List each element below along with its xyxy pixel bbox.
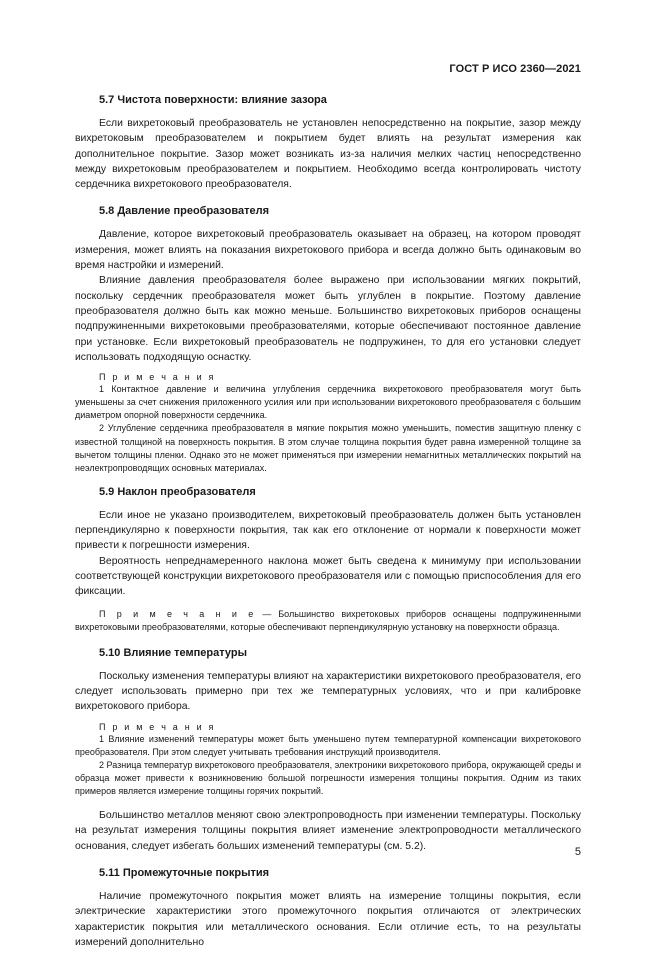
paragraph: Вероятность непреднамеренного наклона может быть сведена к минимуму при использовании соответствующей конструкции вихретокового преобразователя или с помощью приспособления для его фиксации.	[75, 555, 581, 598]
page-number: 5	[574, 846, 581, 858]
note-item: 1 Влияние изменений температуры может быть уменьшено путем температурной компенсации вихретокового преобразователя. При этом следует учитывать требования инструкций производителя.	[75, 733, 581, 757]
note-label: П р и м е ч а н и е	[99, 608, 256, 619]
section-title: 5.10 Влияние температуры	[99, 646, 248, 659]
section-5-7	[75, 93, 581, 192]
paragraph: Если вихретоковый преобразователь не установлен непосредственно на покрытие, зазор между вихретоковым преобразователем и покрытием будет влиять на результат измерения как дополнительное покрытие. Зазор может возникать из-за наличия мелких частиц непосредственно между вихретоковым преобразователем и покрытием. Необходимо всегда контролировать чистоту сердечника вихретокового преобразователя.	[75, 118, 581, 191]
notes-block	[75, 721, 581, 798]
section-5-9	[75, 485, 581, 634]
note-item: 2 Разница температур вихретокового преобразователя, электроники вихретокового прибора, окружающей среды и образца может привести к возникновению большой погрешности измерения толщины покрытия. Одним из таких примеров является измерение толщины горячих покрытий.	[75, 759, 581, 797]
page-content	[75, 93, 581, 958]
note-item: 2 Углубление сердечника преобразователя в мягкие покрытия можно уменьшить, поместив защитную пленку с известной толщиной на поверхность покрытия. В этом случае толщина покрытия будет равна измеренной толщине за вычетом толщины пленки. Однако это не может применяться при измерении немагнитных металлических покрытий на неэлектропроводящих основных материалах.	[75, 423, 581, 473]
note-text: — Большинство вихретоковых приборов оснащены подпружиненными вихретоковыми преобразователями, которые обеспечивают перпендикулярную установку на поверхности образца.	[75, 608, 581, 632]
section-title: 5.7 Чистота поверхности: влияние зазора	[99, 94, 327, 106]
section-title: 5.11 Промежуточные покрытия	[99, 867, 270, 880]
notes-heading: П р и м е ч а н и я	[99, 372, 216, 383]
paragraph: Давление, которое вихретоковый преобразователь оказывает на образец, на котором проводят измерения, может влиять на показания вихретокового прибора и всегда должно быть одинаковым во время настройки и измерений.	[75, 229, 581, 272]
paragraph: Большинство металлов меняют свою электропроводность при изменении температуры. Поскольку на результат измерения толщины покрытия влияет изменение электропроводности металлического основания, следует избегать больших изменений температуры (см. 5.2).	[75, 810, 581, 852]
section-5-8	[75, 204, 581, 474]
paragraph: Влияние давления преобразователя более выражено при использовании мягких покрытий, поскольку сердечник преобразователя может быть углублен в покрытие. Поэтому давление преобразователя должно быть как можно меньше. Большинство вихретоковых приборов оснащены подпружиненными вихретоковыми преобразователями, которые обеспечивают постоянное давление при установке. Если вихретоковый преобразователь не подпружинен, то для его установки следует использовать подходящую оснастку.	[75, 275, 581, 363]
paragraph: Если иное не указано производителем, вихретоковый преобразователь должен быть установлен перпендикулярно к поверхности покрытия, так как его отклонение от нормали к поверхности может привести к погрешности измерения.	[75, 509, 581, 552]
section-5-11	[75, 866, 581, 950]
paragraph: Наличие промежуточного покрытия может влиять на измерение толщины покрытия, если электрические характеристики этого промежуточного покрытия отличаются от электрических характеристик покрытия или металлического основания. Если отличие есть, то на результаты измерений дополнительно	[75, 891, 581, 948]
inline-note	[75, 608, 581, 634]
section-5-10	[75, 646, 581, 854]
section-title: 5.9 Наклон преобразователя	[99, 485, 256, 498]
notes-heading: П р и м е ч а н и я	[99, 721, 216, 732]
paragraph: Поскольку изменения температуры влияют на характеристики вихретокового преобразователя, его следует использовать примерно при тех же температурных условиях, что и при калибровке вихретокового прибора.	[75, 670, 581, 713]
standard-code-header: ГОСТ Р ИСО 2360—2021	[449, 63, 581, 75]
section-title: 5.8 Давление преобразователя	[99, 205, 269, 218]
note-item: 1 Контактное давление и величина углубления сердечника вихретокового преобразователя могут быть уменьшены за счет снижения приложенного усилия или при использовании вихретокового преобразователя с большим диаметром опорной поверхности сердечника.	[75, 384, 581, 421]
notes-block	[75, 371, 581, 475]
